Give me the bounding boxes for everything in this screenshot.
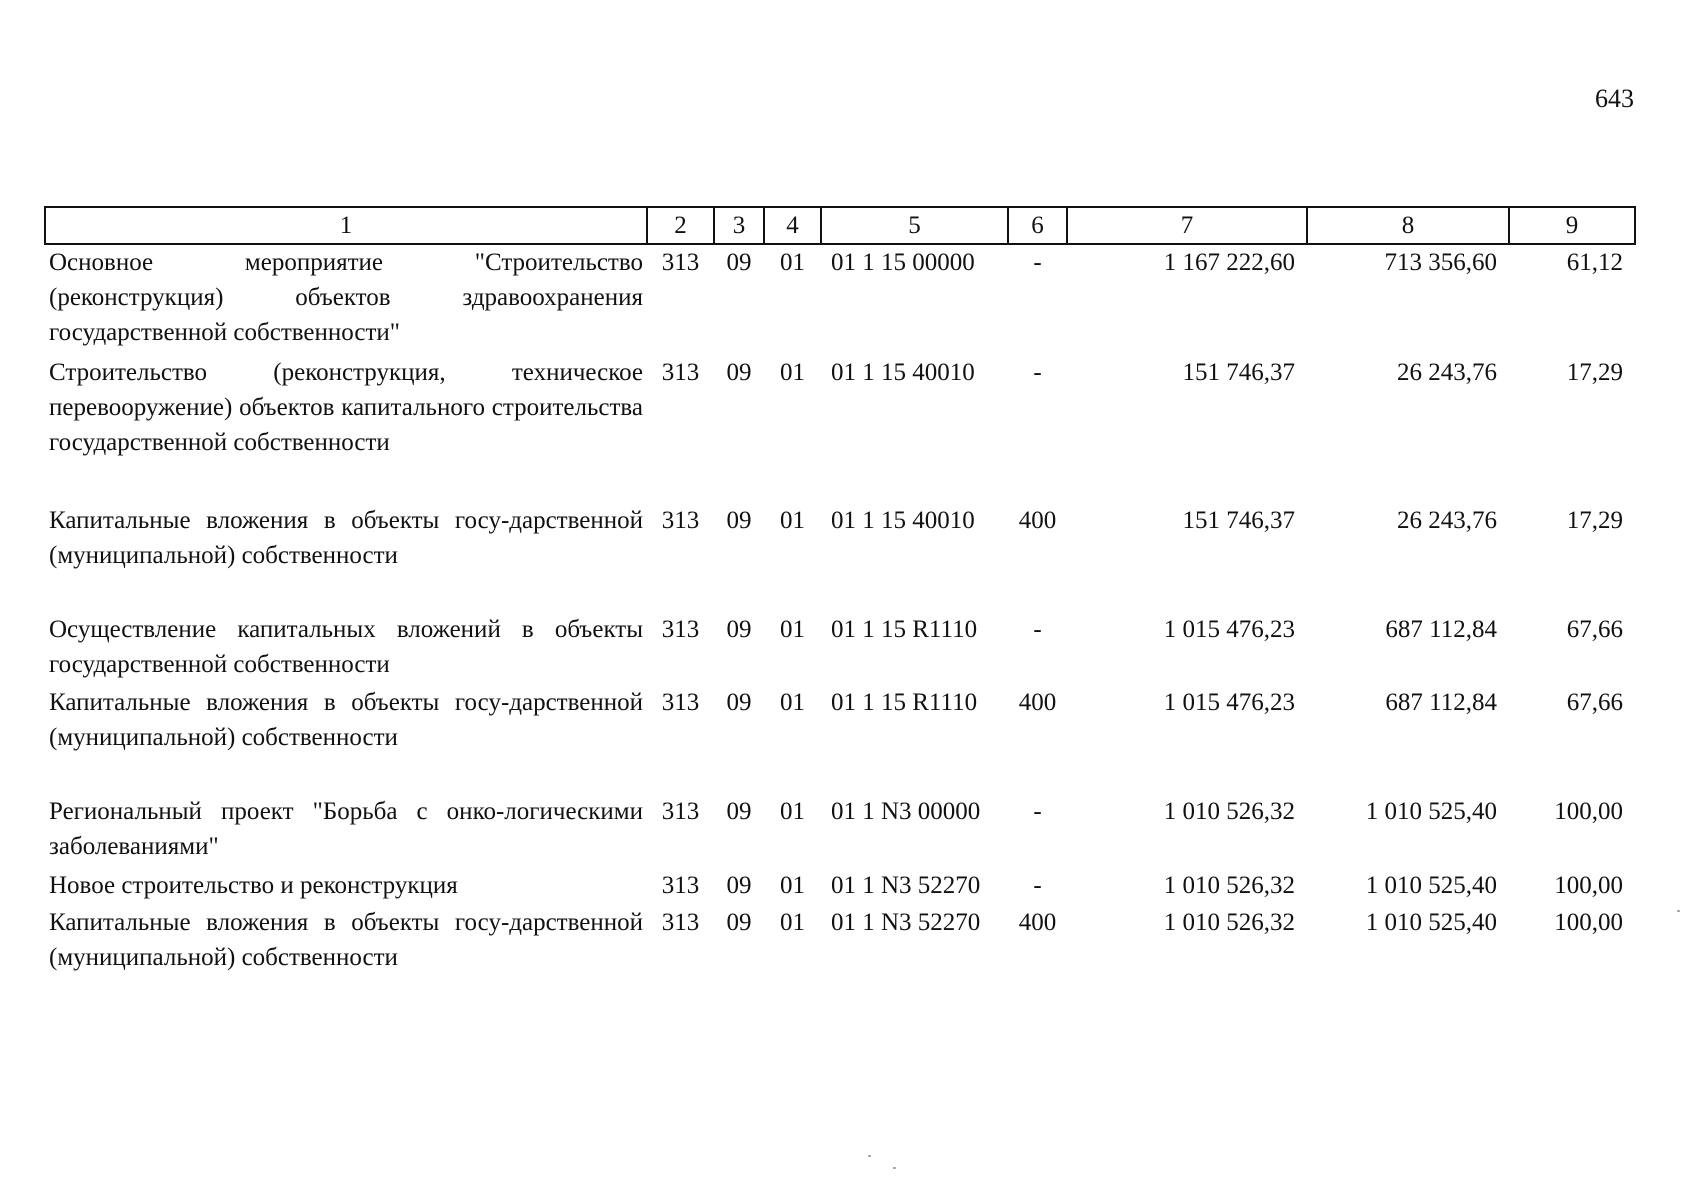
row-section: 09 (726, 249, 752, 276)
row-section: 09 (726, 689, 752, 716)
scan-speck (1677, 910, 1680, 912)
row-planned: 151 746,37 (1182, 359, 1295, 386)
row-expense-type: - (1033, 249, 1042, 276)
row-code-admin: 313 (661, 689, 700, 716)
row-expense-type: - (1033, 798, 1042, 825)
row-expense-type: - (1033, 872, 1042, 899)
row-code-admin: 313 (661, 616, 700, 643)
row-percent: 67,66 (1566, 689, 1623, 716)
row-planned: 1 010 526,32 (1163, 798, 1295, 825)
row-target-code: 01 1 15 R1110 (831, 689, 978, 716)
table-row (45, 905, 1635, 977)
header-col-9: 9 (1509, 207, 1635, 244)
header-col-6: 6 (1008, 207, 1067, 244)
row-code-admin: 313 (661, 872, 700, 899)
row-executed: 1 010 525,40 (1365, 909, 1497, 936)
table-header-row (45, 207, 1635, 244)
row-target-code: 01 1 15 40010 (831, 507, 975, 534)
table-row (45, 355, 1635, 503)
row-percent: 61,12 (1566, 249, 1623, 276)
row-target-code: 01 1 N3 52270 (831, 872, 981, 899)
budget-table-container (44, 206, 1634, 977)
row-expense-type: 400 (1018, 689, 1057, 716)
header-col-7: 7 (1067, 207, 1307, 244)
row-expense-type: - (1033, 359, 1042, 386)
row-executed: 1 010 525,40 (1365, 872, 1497, 899)
row-section: 09 (726, 359, 752, 386)
row-executed: 687 112,84 (1385, 616, 1497, 643)
row-name: Строительство (реконструкция, техническое перевооружение) объектов капитального строительства государственной собственности (49, 359, 643, 456)
budget-table (44, 206, 1636, 977)
table-row (45, 503, 1635, 612)
row-expense-type: 400 (1018, 507, 1057, 534)
row-code-admin: 313 (661, 798, 700, 825)
row-name: Региональный проект "Борьба с онко-логическими заболеваниями" (49, 798, 643, 860)
header-col-3: 3 (714, 207, 764, 244)
table-row (45, 685, 1635, 794)
row-name: Основное мероприятие "Строительство (реконструкция) объектов здравоохранения государственной собственности" (49, 249, 643, 346)
header-col-2: 2 (647, 207, 714, 244)
row-planned: 1 010 526,32 (1163, 872, 1295, 899)
scan-speck (868, 1155, 871, 1157)
row-code-admin: 313 (661, 909, 700, 936)
row-expense-type: - (1033, 616, 1042, 643)
row-executed: 1 010 525,40 (1365, 798, 1497, 825)
row-subsection: 01 (780, 689, 805, 716)
table-row (45, 244, 1635, 355)
header-col-5: 5 (821, 207, 1008, 244)
row-name: Капитальные вложения в объекты госу-дарственной (муниципальной) собственности (49, 507, 643, 569)
row-subsection: 01 (780, 616, 805, 643)
row-percent: 100,00 (1554, 798, 1623, 825)
row-target-code: 01 1 15 40010 (831, 359, 975, 386)
row-planned: 1 167 222,60 (1163, 249, 1295, 276)
header-col-1: 1 (45, 207, 647, 244)
row-executed: 26 243,76 (1397, 507, 1497, 534)
row-expense-type: 400 (1018, 909, 1057, 936)
row-planned: 1 010 526,32 (1163, 909, 1295, 936)
row-section: 09 (726, 616, 752, 643)
row-planned: 1 015 476,23 (1163, 689, 1295, 716)
row-target-code: 01 1 N3 00000 (831, 798, 981, 825)
row-executed: 713 356,60 (1384, 249, 1497, 276)
page-number: 643 (1595, 84, 1634, 113)
row-executed: 26 243,76 (1397, 359, 1497, 386)
header-col-8: 8 (1307, 207, 1509, 244)
row-section: 09 (726, 507, 752, 534)
row-name: Капитальные вложения в объекты госу-дарственной (муниципальной) собственности (49, 689, 643, 751)
row-target-code: 01 1 15 R1110 (831, 616, 978, 643)
row-section: 09 (726, 909, 752, 936)
row-planned: 1 015 476,23 (1163, 616, 1295, 643)
row-section: 09 (726, 872, 752, 899)
row-section: 09 (726, 798, 752, 825)
table-row (45, 794, 1635, 868)
row-name: Капитальные вложения в объекты госу-дарственной (муниципальной) собственности (49, 909, 643, 971)
row-code-admin: 313 (661, 249, 700, 276)
row-planned: 151 746,37 (1182, 507, 1295, 534)
header-col-4: 4 (764, 207, 821, 244)
row-subsection: 01 (780, 872, 805, 899)
row-subsection: 01 (780, 507, 805, 534)
scan-speck (893, 1167, 896, 1169)
row-percent: 17,29 (1566, 359, 1623, 386)
row-percent: 67,66 (1566, 616, 1623, 643)
row-name: Новое строительство и реконструкция (49, 872, 458, 899)
table-row (45, 868, 1635, 905)
row-code-admin: 313 (661, 507, 700, 534)
row-subsection: 01 (780, 359, 805, 386)
row-target-code: 01 1 15 00000 (831, 249, 975, 276)
row-percent: 17,29 (1566, 507, 1623, 534)
row-executed: 687 112,84 (1385, 689, 1497, 716)
row-subsection: 01 (780, 249, 805, 276)
row-percent: 100,00 (1554, 909, 1623, 936)
row-name: Осуществление капитальных вложений в объекты государственной собственности (49, 616, 643, 678)
row-target-code: 01 1 N3 52270 (831, 909, 981, 936)
row-subsection: 01 (780, 909, 805, 936)
row-subsection: 01 (780, 798, 805, 825)
row-code-admin: 313 (661, 359, 700, 386)
row-percent: 100,00 (1554, 872, 1623, 899)
table-row (45, 612, 1635, 685)
